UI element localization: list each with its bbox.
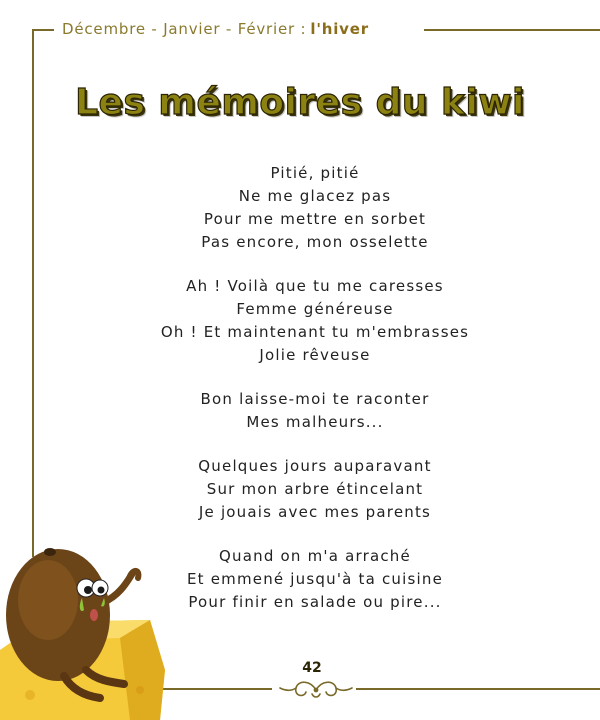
poem-line: Quelques jours auparavant — [198, 457, 432, 475]
poem-line: Ne me glacez pas — [238, 187, 392, 205]
page-number: 42 — [302, 660, 322, 676]
frame-top-right — [424, 29, 600, 31]
poem-line: Quand on m'a arraché — [219, 547, 411, 565]
ornament-icon — [276, 674, 356, 702]
stanza — [0, 275, 600, 367]
footer-line-right — [356, 688, 600, 690]
header-season: l'hiver — [310, 20, 369, 38]
poem-line: Pitié, pitié — [270, 164, 360, 182]
poem-line: Mes malheurs... — [246, 413, 384, 431]
stanza — [0, 388, 600, 434]
poem-line: Femme généreuse — [236, 300, 394, 318]
poem-line: Pour me mettre en sorbet — [203, 210, 427, 228]
poem-line: Je jouais avec mes parents — [198, 503, 432, 521]
chapter-header — [54, 16, 377, 42]
poem-line: Oh ! Et maintenant tu m'embrasses — [160, 323, 470, 341]
footer-line-left — [160, 688, 272, 690]
poem-line: Bon laisse-moi te raconter — [200, 390, 430, 408]
poem-line: Pas encore, mon osselette — [201, 233, 429, 251]
header-months: Décembre - Janvier - Février : — [62, 20, 307, 38]
frame-top-left — [32, 29, 56, 31]
poem-line: Ah ! Voilà que tu me caresses — [186, 277, 444, 295]
poem-line: Jolie rêveuse — [259, 346, 371, 364]
page-title: Les mémoires du kiwi — [75, 82, 525, 123]
poem-line: Et emmené jusqu'à ta cuisine — [187, 570, 443, 588]
poem-line: Pour finir en salade ou pire... — [188, 593, 442, 611]
stanza — [0, 455, 600, 524]
poem-line: Sur mon arbre étincelant — [206, 480, 424, 498]
stanza — [0, 162, 600, 254]
kiwi-character-illustration — [0, 530, 170, 720]
